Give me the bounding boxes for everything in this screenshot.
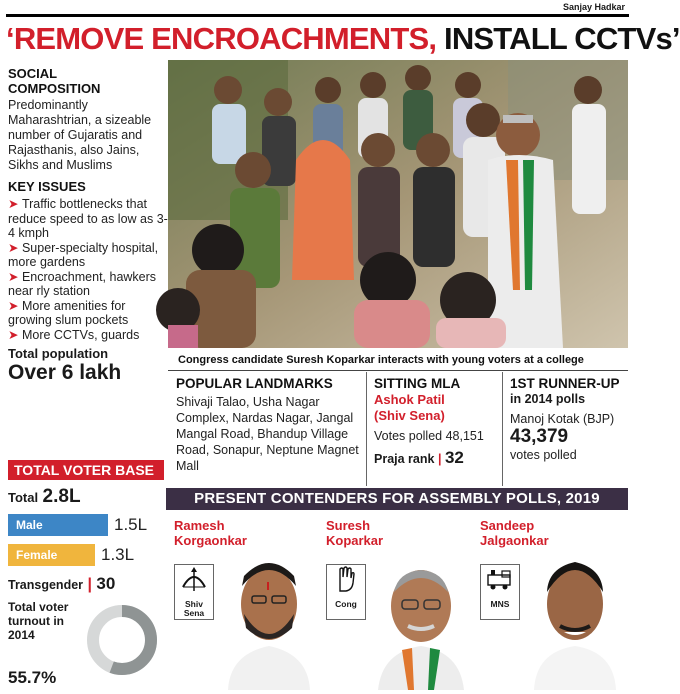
issue-item [8,328,168,343]
contenders-panel [166,488,628,688]
mla-votes [374,428,498,444]
social-title-1: SOCIAL [8,66,58,81]
male-row [8,514,164,536]
candidate-portrait [528,542,622,690]
social-title-2: COMPOSITION [8,81,101,96]
candidate-name: Sandeep Jalgaonkar [480,518,549,548]
party-symbol [174,564,214,620]
crowd-illustration [168,60,628,348]
total-voters [8,486,164,508]
candidate-portrait [222,542,316,690]
transgender-row: Transgender | 30 [8,574,116,593]
issue-text: Encroachment, hawkers near rly station [8,269,157,298]
voter-base-title: TOTAL VOTER BASE [8,460,164,480]
candidate-card [318,514,468,692]
candidate-card [166,514,316,692]
arrow-icon: ➤ [8,327,22,342]
rank-label: Praja rank [374,452,435,466]
mla-rank: Praja rank | 32 [374,448,464,467]
total-value: 2.8L [42,486,81,507]
population-label: Total population [8,346,109,361]
issue-item [8,299,168,328]
issue-text: More CCTVs, guards [21,327,140,342]
headline [6,18,680,60]
key-issues-title: KEY ISSUES [8,179,86,194]
landmarks-title: POPULAR LANDMARKS [176,376,333,391]
party-symbol [326,564,366,620]
issue-item [8,197,168,241]
arrow-icon: ➤ [8,298,22,313]
voter-base [8,460,164,690]
headline-red: ‘REMOVE ENCROACHMENTS, [6,21,437,56]
issue-item [8,241,168,270]
rank-value: 32 [444,448,464,467]
runner-up-box [510,376,628,463]
mla-votes-value: 48,151 [445,429,484,443]
bow-and-arrow-icon [179,565,209,593]
runner-up-votes: 43,379 [510,426,569,447]
turnout-value: 55.7% [8,668,57,687]
male-value: 1.5L [114,515,148,534]
male-bar: Male [8,514,108,536]
party-label: MNS [490,599,510,609]
landmarks-box [176,376,362,474]
railway-engine-icon [485,565,515,593]
arrow-icon: ➤ [8,197,22,211]
female-bar: Female [8,544,95,566]
turnout-label: Total voter turnout in 2014 [8,600,69,642]
key-issues-list [8,197,168,342]
hand-icon [331,565,361,593]
runner-up-subtitle: in 2014 polls [510,392,586,406]
photo-caption: Congress candidate Suresh Koparkar interacts with young voters at a college [168,349,628,371]
issue-text: More amenities for growing slum pockets [8,298,129,327]
top-rule [6,14,629,17]
female-value: 1.3L [101,545,135,564]
runner-up-votes-label: votes polled [510,448,577,462]
candidate-card [472,514,622,692]
runner-up-name: Manoj Kotak (BJP) [510,412,615,426]
turnout-block [8,598,164,694]
left-column [8,62,168,458]
news-photo [168,60,628,348]
transgender-label: Transgender [8,578,84,592]
headline-black: INSTALL CCTVs’ [436,21,680,56]
mla-title: SITTING MLA [374,376,461,391]
arrow-icon: ➤ [8,240,22,255]
contenders-title: PRESENT CONTENDERS FOR ASSEMBLY POLLS, 2019 [166,488,628,510]
byline: Sanjay Hadkar [562,2,625,12]
turnout-donut [84,602,160,678]
transgender-value: 30 [96,574,116,593]
population-value: Over 6 lakh [8,361,122,384]
mla-name: Ashok Patil [374,392,445,407]
sitting-mla-box [374,376,498,468]
total-label: Total [8,490,39,505]
issue-text: Super-specialty hospital, more gardens [8,240,159,269]
candidate-portrait [374,542,468,690]
mla-party: (Shiv Sena) [374,408,445,423]
runner-up-title: 1ST RUNNER-UP [510,376,620,391]
candidate-name: Ramesh Korgaonkar [174,518,247,548]
social-body: Predominantly Maharashtrian, a sizeable number of Gujaratis and Rajasthanis, also Jains, Sikhs and Muslims [8,98,152,172]
divider [502,372,503,486]
issue-item [8,270,168,299]
arrow-icon: ➤ [8,269,22,284]
landmarks-body: Shivaji Talao, Usha Nagar Complex, Nardas Nagar, Jangal Mangal Road, Bhandup Village Road, Sonapur, Neptune Magnet Mall [176,395,359,473]
issue-text: Traffic bottlenecks that reduce speed to as low as 3-4 kmph [8,197,168,240]
candidate-name: Suresh Koparkar [326,518,384,548]
female-row [8,544,164,566]
party-symbol [480,564,520,620]
party-label: Shiv Sena [183,599,205,618]
divider [366,372,367,486]
mla-votes-label: Votes polled [374,429,443,443]
party-label: Cong [335,599,357,609]
